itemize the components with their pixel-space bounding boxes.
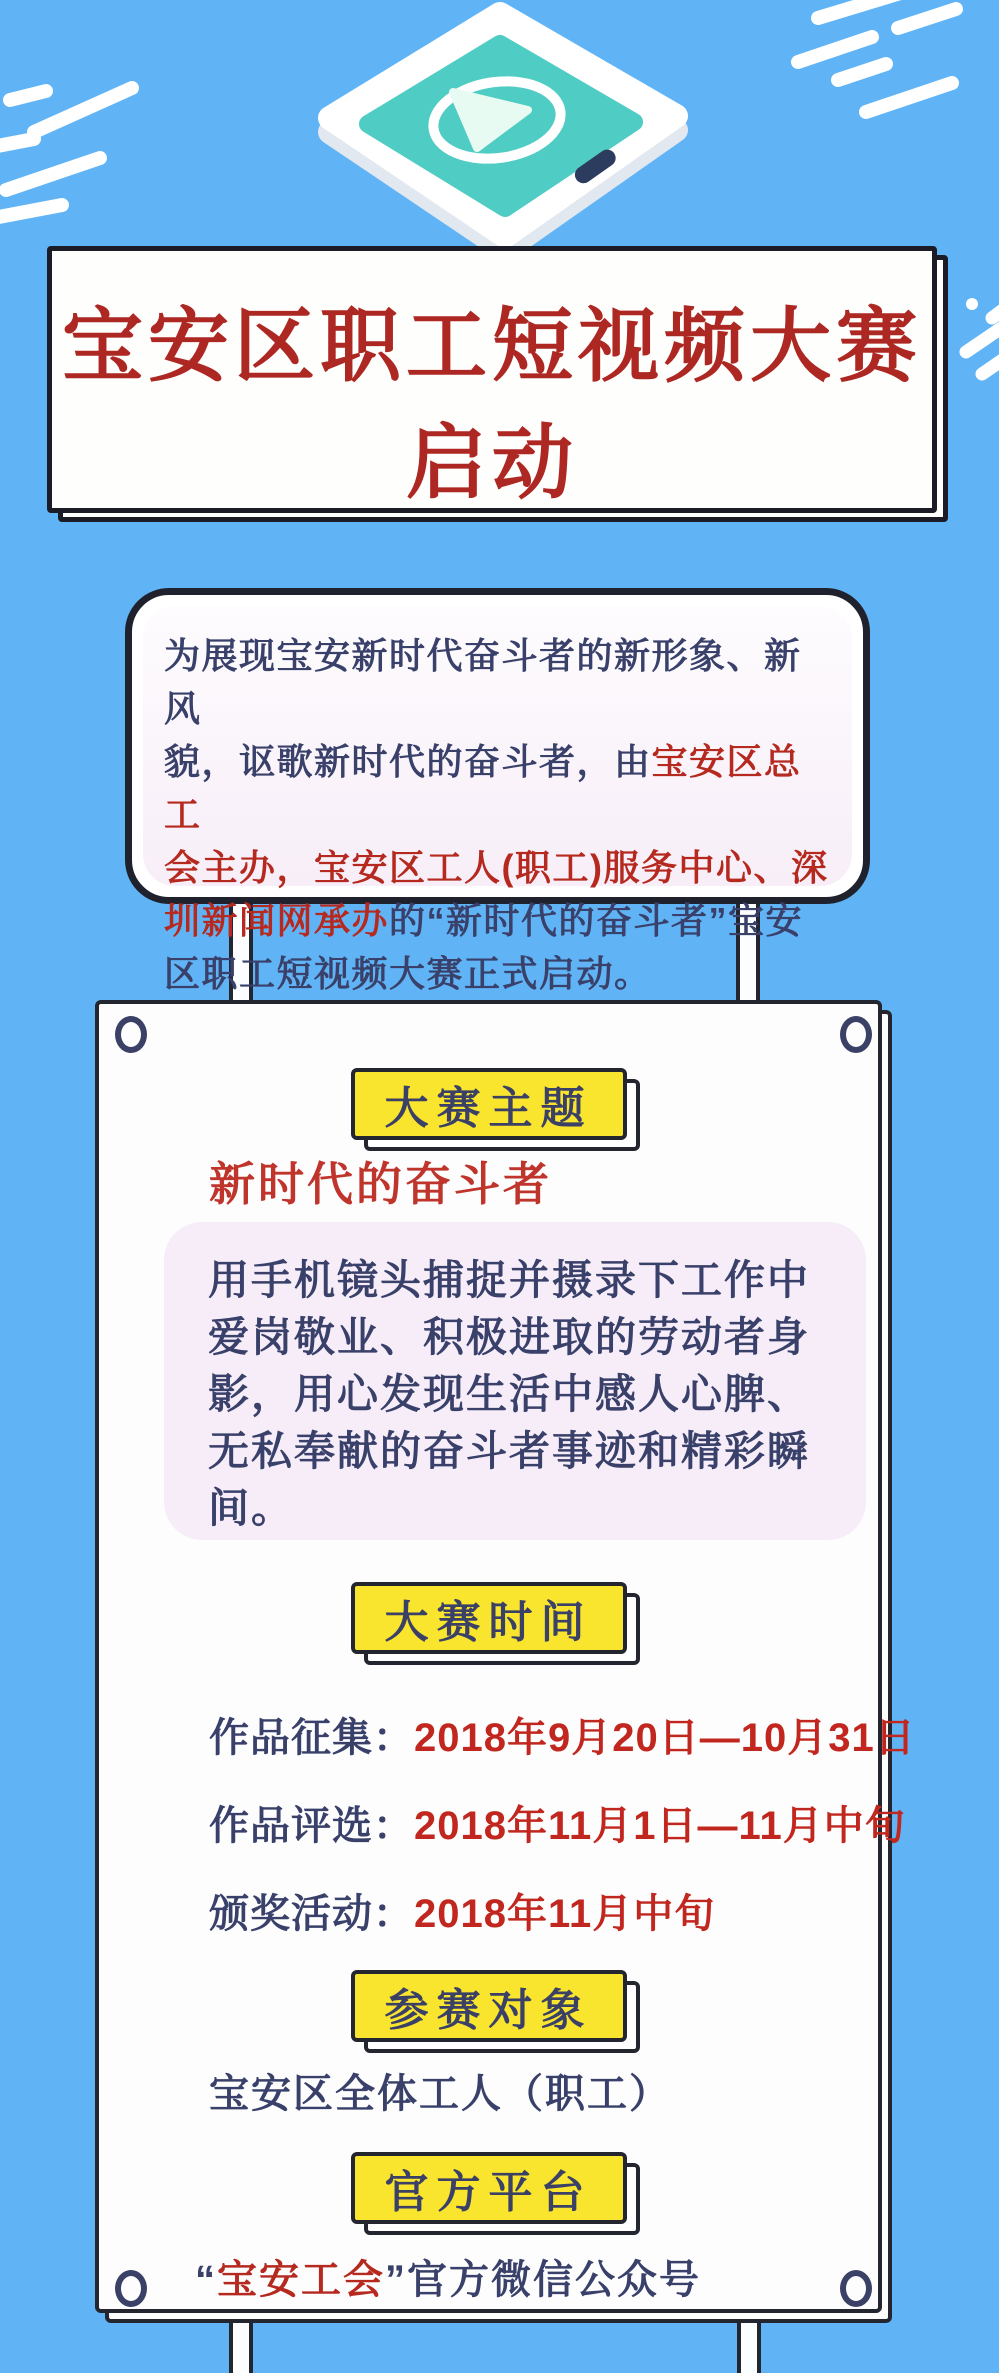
corner-screw-ring bbox=[840, 2270, 872, 2307]
platform-text-rest: ”官方微信公众号 bbox=[385, 2258, 701, 2302]
intro-seg-1: 为展现宝安新时代奋斗者的新形象、新风 bbox=[164, 635, 802, 729]
speed-lines-top-right bbox=[798, 0, 956, 112]
poster-title-line1: 宝安区职工短视频大赛 bbox=[61, 302, 922, 392]
corner-screw-ring bbox=[840, 1016, 872, 1053]
corner-screw-ring bbox=[115, 2270, 147, 2307]
badge-platform bbox=[351, 2152, 627, 2224]
intro-seg-7: 区职工短视频大赛正式启动。 bbox=[164, 953, 652, 994]
tablet-play-illustration bbox=[330, 14, 676, 250]
intro-text bbox=[164, 629, 836, 1000]
schedule-row-review bbox=[209, 1794, 906, 1851]
board-post-right bbox=[737, 2316, 761, 2373]
poster-title-line2: 启动 bbox=[405, 419, 578, 509]
badge-theme-label: 大赛主题 bbox=[351, 1068, 627, 1140]
schedule-value: 2018年11月1日—11月中旬 bbox=[414, 1804, 906, 1848]
badge-platform-label: 官方平台 bbox=[351, 2152, 627, 2224]
platform-quote-open: “ bbox=[195, 2258, 217, 2302]
theme-desc-line2: 爱岗敬业、积极进取的劳动者身 bbox=[208, 1314, 810, 1360]
corner-screw-ring bbox=[115, 1016, 147, 1053]
intro-seg-6: 的“新时代的奋斗者”宝安 bbox=[389, 900, 804, 941]
theme-description bbox=[164, 1222, 866, 1537]
intro-sign bbox=[125, 588, 870, 994]
theme-desc-line3: 影，用心发现生活中感人心脾、 bbox=[208, 1371, 810, 1417]
speed-lines-right-middle bbox=[966, 298, 999, 374]
participants-text: 宝安区全体工人（职工） bbox=[209, 2072, 671, 2116]
main-board bbox=[95, 1000, 916, 2313]
schedule-value: 2018年9月20日—10月31日 bbox=[414, 1716, 916, 1760]
schedule-row-collection bbox=[209, 1706, 916, 1763]
theme-desc-line5: 间。 bbox=[208, 1485, 294, 1531]
board-post-left bbox=[229, 2316, 253, 2373]
platform-text bbox=[195, 2248, 701, 2305]
schedule-label: 作品评选： bbox=[209, 1804, 414, 1848]
speed-lines-top-left bbox=[0, 88, 132, 219]
schedule-label: 颁奖活动： bbox=[209, 1892, 414, 1936]
schedule-label: 作品征集： bbox=[209, 1716, 414, 1760]
theme-desc-line1: 用手机镜头捕捉并摄录下工作中 bbox=[208, 1257, 810, 1303]
intro-seg-3: 宝安区总工 bbox=[164, 741, 802, 835]
badge-participants bbox=[351, 1970, 627, 2042]
poster-title bbox=[52, 289, 932, 523]
badge-time-label: 大赛时间 bbox=[351, 1582, 627, 1654]
theme-heading: 新时代的奋斗者 bbox=[209, 1158, 552, 1210]
badge-participants-label: 参赛对象 bbox=[351, 1970, 627, 2042]
platform-account-name: 宝安工会 bbox=[217, 2258, 385, 2302]
intro-seg-5: 圳新闻网承办 bbox=[164, 900, 390, 941]
title-banner bbox=[47, 246, 937, 513]
intro-seg-2: 貌，讴歌新时代的奋斗者，由 bbox=[164, 741, 652, 782]
theme-desc-line4: 无私奉献的奋斗者事迹和精彩瞬 bbox=[208, 1428, 810, 1474]
intro-seg-4: 会主办，宝安区工人(职工)服务中心、深 bbox=[164, 847, 829, 888]
badge-theme bbox=[351, 1068, 627, 1140]
theme-description-box bbox=[164, 1222, 866, 1540]
schedule-row-awards bbox=[209, 1882, 715, 1939]
schedule-value: 2018年11月中旬 bbox=[414, 1892, 716, 1936]
badge-time bbox=[351, 1582, 627, 1654]
